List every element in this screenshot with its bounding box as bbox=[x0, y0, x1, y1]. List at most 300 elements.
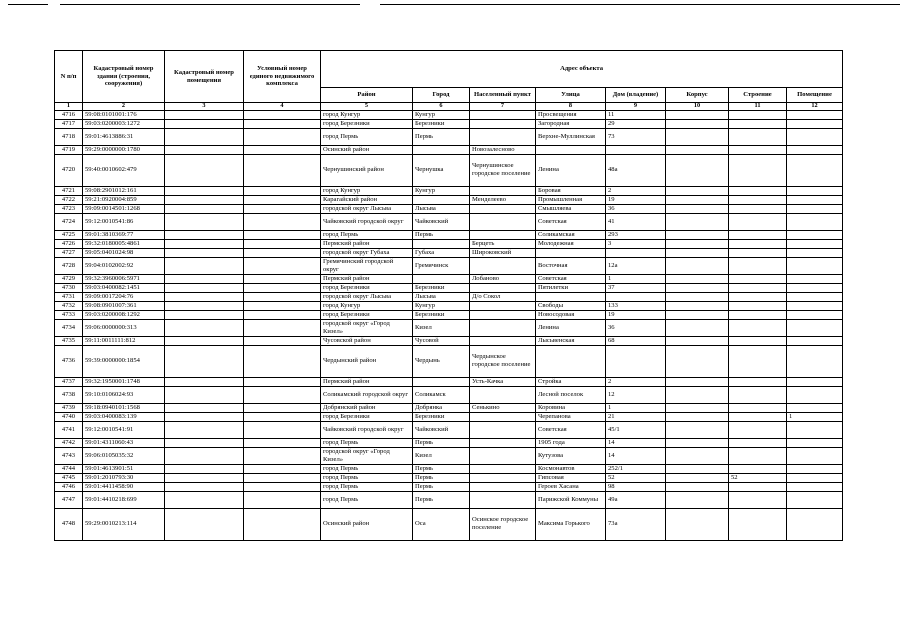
settlement-cell: Чернушинское городское поселение bbox=[470, 154, 536, 186]
district-cell: Чернушинский район bbox=[321, 154, 413, 186]
cadastral-building-cell: 59:05:0401024:98 bbox=[83, 248, 165, 257]
building-cell bbox=[666, 204, 729, 213]
table-row bbox=[55, 154, 843, 186]
house-cell bbox=[606, 292, 666, 301]
city-cell bbox=[413, 377, 470, 386]
street-cell: Пятилетки bbox=[536, 283, 606, 292]
cadastral-room-cell bbox=[165, 195, 244, 204]
table-row bbox=[55, 508, 843, 540]
district-cell: городской округ Губаха bbox=[321, 248, 413, 257]
building-cell bbox=[666, 186, 729, 195]
cadastral-building-cell: 59:03:0400083:139 bbox=[83, 412, 165, 421]
table-row bbox=[55, 345, 843, 377]
structure-cell bbox=[729, 283, 787, 292]
row-number: 4716 bbox=[55, 110, 83, 119]
street-cell: Новосодовая bbox=[536, 310, 606, 319]
conditional-number-cell bbox=[244, 239, 321, 248]
street-cell bbox=[536, 145, 606, 154]
table-row bbox=[55, 447, 843, 464]
street-cell: Ленина bbox=[536, 319, 606, 336]
room-cell bbox=[787, 345, 843, 377]
street-cell: Промышленная bbox=[536, 195, 606, 204]
structure-cell bbox=[729, 345, 787, 377]
structure-cell bbox=[729, 230, 787, 239]
table-row bbox=[55, 403, 843, 412]
district-cell: Пермский район bbox=[321, 239, 413, 248]
header-cadastral-building: Кадастровый номер здания (строения, сооружения) bbox=[83, 51, 165, 103]
column-number: 7 bbox=[470, 103, 536, 111]
cadastral-room-cell bbox=[165, 464, 244, 473]
structure-cell bbox=[729, 239, 787, 248]
header-conditional: Условный номер единого недвижимого комплекса bbox=[244, 51, 321, 103]
table-row bbox=[55, 257, 843, 274]
street-cell bbox=[536, 292, 606, 301]
building-cell bbox=[666, 482, 729, 491]
top-border-line bbox=[8, 4, 48, 5]
table-row bbox=[55, 377, 843, 386]
row-number: 4741 bbox=[55, 421, 83, 438]
settlement-cell: Лобаново bbox=[470, 274, 536, 283]
row-number: 4743 bbox=[55, 447, 83, 464]
street-cell: Свободы bbox=[536, 301, 606, 310]
cadastral-building-cell: 59:32:0180005:4861 bbox=[83, 239, 165, 248]
street-cell: Советская bbox=[536, 213, 606, 230]
district-cell: Пермский район bbox=[321, 274, 413, 283]
cadastral-room-cell bbox=[165, 438, 244, 447]
district-cell: город Кунгур bbox=[321, 186, 413, 195]
district-cell: Добрянский район bbox=[321, 403, 413, 412]
settlement-cell bbox=[470, 336, 536, 345]
settlement-cell bbox=[470, 319, 536, 336]
table-row bbox=[55, 248, 843, 257]
conditional-number-cell bbox=[244, 213, 321, 230]
row-number: 4736 bbox=[55, 345, 83, 377]
room-cell bbox=[787, 438, 843, 447]
table-row bbox=[55, 473, 843, 482]
table-row bbox=[55, 204, 843, 213]
cadastral-building-cell: 59:39:0000000:1854 bbox=[83, 345, 165, 377]
structure-cell bbox=[729, 491, 787, 508]
house-cell: 36 bbox=[606, 204, 666, 213]
district-cell: город Пермь bbox=[321, 230, 413, 239]
house-cell: 1 bbox=[606, 274, 666, 283]
city-cell: Березники bbox=[413, 283, 470, 292]
city-cell: Чайковский bbox=[413, 421, 470, 438]
table-row bbox=[55, 438, 843, 447]
conditional-number-cell bbox=[244, 195, 321, 204]
settlement-cell bbox=[470, 438, 536, 447]
structure-cell bbox=[729, 292, 787, 301]
table-row bbox=[55, 464, 843, 473]
district-cell: Соликамский городской округ bbox=[321, 386, 413, 403]
structure-cell bbox=[729, 310, 787, 319]
header-house: Дом (владение) bbox=[606, 88, 666, 103]
cadastral-building-cell: 59:11:0011111:812 bbox=[83, 336, 165, 345]
conditional-number-cell bbox=[244, 421, 321, 438]
column-number: 4 bbox=[244, 103, 321, 111]
conditional-number-cell bbox=[244, 336, 321, 345]
row-number: 4719 bbox=[55, 145, 83, 154]
house-cell: 19 bbox=[606, 310, 666, 319]
street-cell: Советская bbox=[536, 421, 606, 438]
house-cell: 45/1 bbox=[606, 421, 666, 438]
row-number: 4727 bbox=[55, 248, 83, 257]
room-cell bbox=[787, 186, 843, 195]
street-cell: Лысьвенская bbox=[536, 336, 606, 345]
cadastral-room-cell bbox=[165, 257, 244, 274]
room-cell bbox=[787, 473, 843, 482]
room-cell bbox=[787, 403, 843, 412]
house-cell: 11 bbox=[606, 110, 666, 119]
room-cell bbox=[787, 128, 843, 145]
city-cell bbox=[413, 195, 470, 204]
district-cell: город Березники bbox=[321, 283, 413, 292]
building-cell bbox=[666, 412, 729, 421]
room-cell: 1 bbox=[787, 412, 843, 421]
cadastral-building-cell: 59:06:0105035:32 bbox=[83, 447, 165, 464]
district-cell: городской округ Лысьва bbox=[321, 292, 413, 301]
house-cell: 68 bbox=[606, 336, 666, 345]
table-row bbox=[55, 310, 843, 319]
cadastral-room-cell bbox=[165, 310, 244, 319]
room-cell bbox=[787, 310, 843, 319]
street-cell: Парижской Коммуны bbox=[536, 491, 606, 508]
row-number: 4720 bbox=[55, 154, 83, 186]
cadastral-building-cell: 59:03:0400082:1451 bbox=[83, 283, 165, 292]
column-number: 6 bbox=[413, 103, 470, 111]
cadastral-room-cell bbox=[165, 239, 244, 248]
row-number: 4735 bbox=[55, 336, 83, 345]
row-number: 4746 bbox=[55, 482, 83, 491]
structure-cell bbox=[729, 438, 787, 447]
conditional-number-cell bbox=[244, 403, 321, 412]
house-cell: 29 bbox=[606, 119, 666, 128]
row-number: 4726 bbox=[55, 239, 83, 248]
cadastral-building-cell: 59:08:2901012:161 bbox=[83, 186, 165, 195]
city-cell: Кунгур bbox=[413, 110, 470, 119]
city-cell bbox=[413, 145, 470, 154]
conditional-number-cell bbox=[244, 464, 321, 473]
room-cell bbox=[787, 386, 843, 403]
cadastral-room-cell bbox=[165, 336, 244, 345]
room-cell bbox=[787, 491, 843, 508]
district-cell: Чайковский городской округ bbox=[321, 213, 413, 230]
room-cell bbox=[787, 274, 843, 283]
house-cell: 41 bbox=[606, 213, 666, 230]
cadastral-building-cell: 59:21:0920004:859 bbox=[83, 195, 165, 204]
building-cell bbox=[666, 310, 729, 319]
row-number: 4728 bbox=[55, 257, 83, 274]
street-cell bbox=[536, 248, 606, 257]
settlement-cell bbox=[470, 283, 536, 292]
cadastral-building-cell: 59:12:0010541:91 bbox=[83, 421, 165, 438]
building-cell bbox=[666, 491, 729, 508]
structure-cell bbox=[729, 128, 787, 145]
city-cell: Гремячинск bbox=[413, 257, 470, 274]
settlement-cell bbox=[470, 412, 536, 421]
district-cell: город Березники bbox=[321, 412, 413, 421]
cadastral-building-cell: 59:18:0940101:1568 bbox=[83, 403, 165, 412]
district-cell: Чайковский городской округ bbox=[321, 421, 413, 438]
conditional-number-cell bbox=[244, 319, 321, 336]
row-number: 4724 bbox=[55, 213, 83, 230]
header-num: N п/п bbox=[55, 51, 83, 103]
conditional-number-cell bbox=[244, 248, 321, 257]
building-cell bbox=[666, 195, 729, 204]
house-cell bbox=[606, 248, 666, 257]
room-cell bbox=[787, 292, 843, 301]
header-structure: Строение bbox=[729, 88, 787, 103]
cadastral-room-cell bbox=[165, 292, 244, 301]
house-cell: 2 bbox=[606, 377, 666, 386]
district-cell: Осинский район bbox=[321, 508, 413, 540]
building-cell bbox=[666, 119, 729, 128]
settlement-cell bbox=[470, 491, 536, 508]
settlement-cell bbox=[470, 386, 536, 403]
city-cell: Березники bbox=[413, 119, 470, 128]
structure-cell bbox=[729, 403, 787, 412]
settlement-cell bbox=[470, 110, 536, 119]
building-cell bbox=[666, 248, 729, 257]
street-cell: Молодежная bbox=[536, 239, 606, 248]
building-cell bbox=[666, 421, 729, 438]
conditional-number-cell bbox=[244, 345, 321, 377]
column-number: 2 bbox=[83, 103, 165, 111]
room-cell bbox=[787, 319, 843, 336]
cadastral-room-cell bbox=[165, 412, 244, 421]
settlement-cell bbox=[470, 186, 536, 195]
conditional-number-cell bbox=[244, 508, 321, 540]
city-cell: Чердынь bbox=[413, 345, 470, 377]
structure-cell bbox=[729, 213, 787, 230]
street-cell: Восточная bbox=[536, 257, 606, 274]
cadastral-room-cell bbox=[165, 508, 244, 540]
settlement-cell bbox=[470, 464, 536, 473]
building-cell bbox=[666, 473, 729, 482]
building-cell bbox=[666, 292, 729, 301]
row-number: 4732 bbox=[55, 301, 83, 310]
street-cell: Соликамская bbox=[536, 230, 606, 239]
building-cell bbox=[666, 447, 729, 464]
cadastral-room-cell bbox=[165, 345, 244, 377]
district-cell: Гремячинский городской округ bbox=[321, 257, 413, 274]
city-cell: Пермь bbox=[413, 482, 470, 491]
row-number: 4737 bbox=[55, 377, 83, 386]
structure-cell bbox=[729, 145, 787, 154]
cadastral-building-cell: 59:03:0200008:1292 bbox=[83, 310, 165, 319]
cadastral-building-cell: 59:01:2010793:30 bbox=[83, 473, 165, 482]
city-cell: Пермь bbox=[413, 491, 470, 508]
settlement-cell: Д/о Сокол bbox=[470, 292, 536, 301]
table-row bbox=[55, 336, 843, 345]
street-cell: Загородная bbox=[536, 119, 606, 128]
cadastral-building-cell: 59:09:0014501:1268 bbox=[83, 204, 165, 213]
street-cell: Максима Горького bbox=[536, 508, 606, 540]
building-cell bbox=[666, 110, 729, 119]
room-cell bbox=[787, 230, 843, 239]
conditional-number-cell bbox=[244, 438, 321, 447]
structure-cell bbox=[729, 186, 787, 195]
cadastral-room-cell bbox=[165, 145, 244, 154]
table-row bbox=[55, 421, 843, 438]
house-cell bbox=[606, 345, 666, 377]
district-cell: городской округ Лысьва bbox=[321, 204, 413, 213]
settlement-cell bbox=[470, 482, 536, 491]
column-number: 8 bbox=[536, 103, 606, 111]
street-cell bbox=[536, 345, 606, 377]
structure-cell bbox=[729, 447, 787, 464]
column-number-row bbox=[55, 103, 843, 111]
top-border-line bbox=[60, 4, 360, 5]
cadastral-room-cell bbox=[165, 447, 244, 464]
cadastral-room-cell bbox=[165, 128, 244, 145]
building-cell bbox=[666, 239, 729, 248]
cadastral-room-cell bbox=[165, 230, 244, 239]
city-cell: Березники bbox=[413, 412, 470, 421]
column-number: 1 bbox=[55, 103, 83, 111]
district-cell: город Пермь bbox=[321, 438, 413, 447]
building-cell bbox=[666, 128, 729, 145]
header-cadastral-room: Кадастровый номер помещения bbox=[165, 51, 244, 103]
table-row bbox=[55, 230, 843, 239]
row-number: 4744 bbox=[55, 464, 83, 473]
street-cell: Ленина bbox=[536, 154, 606, 186]
cadastral-building-cell: 59:01:4410218:699 bbox=[83, 491, 165, 508]
conditional-number-cell bbox=[244, 154, 321, 186]
room-cell bbox=[787, 377, 843, 386]
structure-cell bbox=[729, 482, 787, 491]
city-cell: Пермь bbox=[413, 438, 470, 447]
column-number: 9 bbox=[606, 103, 666, 111]
settlement-cell: Чердынское городское поселение bbox=[470, 345, 536, 377]
district-cell: город Пермь bbox=[321, 128, 413, 145]
cadastral-room-cell bbox=[165, 186, 244, 195]
street-cell: Верхне-Муллинская bbox=[536, 128, 606, 145]
room-cell bbox=[787, 336, 843, 345]
building-cell bbox=[666, 464, 729, 473]
settlement-cell: Широковский bbox=[470, 248, 536, 257]
building-cell bbox=[666, 230, 729, 239]
room-cell bbox=[787, 447, 843, 464]
cadastral-building-cell: 59:40:0010602:479 bbox=[83, 154, 165, 186]
room-cell bbox=[787, 508, 843, 540]
settlement-cell: Сенькино bbox=[470, 403, 536, 412]
row-number: 4738 bbox=[55, 386, 83, 403]
column-number: 12 bbox=[787, 103, 843, 111]
cadastral-building-cell: 59:32:3960006:5971 bbox=[83, 274, 165, 283]
settlement-cell bbox=[470, 301, 536, 310]
street-cell: Коровина bbox=[536, 403, 606, 412]
district-cell: Карагайский район bbox=[321, 195, 413, 204]
conditional-number-cell bbox=[244, 447, 321, 464]
table-row bbox=[55, 301, 843, 310]
cadastral-room-cell bbox=[165, 491, 244, 508]
structure-cell bbox=[729, 119, 787, 128]
cadastral-building-cell: 59:06:0000000:313 bbox=[83, 319, 165, 336]
cadastral-room-cell bbox=[165, 301, 244, 310]
cadastral-room-cell bbox=[165, 386, 244, 403]
conditional-number-cell bbox=[244, 301, 321, 310]
district-cell: город Пермь bbox=[321, 464, 413, 473]
building-cell bbox=[666, 438, 729, 447]
header-address: Адрес объекта bbox=[321, 51, 843, 88]
city-cell: Пермь bbox=[413, 230, 470, 239]
top-border-line bbox=[380, 4, 900, 5]
table-row bbox=[55, 128, 843, 145]
house-cell: 252/1 bbox=[606, 464, 666, 473]
cadastral-room-cell bbox=[165, 421, 244, 438]
conditional-number-cell bbox=[244, 230, 321, 239]
city-cell: Оса bbox=[413, 508, 470, 540]
row-number: 4745 bbox=[55, 473, 83, 482]
conditional-number-cell bbox=[244, 274, 321, 283]
city-cell: Чернушка bbox=[413, 154, 470, 186]
house-cell: 52 bbox=[606, 473, 666, 482]
cadastral-room-cell bbox=[165, 154, 244, 186]
street-cell: 1905 года bbox=[536, 438, 606, 447]
house-cell: 133 bbox=[606, 301, 666, 310]
district-cell: Осинский район bbox=[321, 145, 413, 154]
settlement-cell bbox=[470, 421, 536, 438]
registry-body bbox=[55, 110, 843, 540]
row-number: 4742 bbox=[55, 438, 83, 447]
row-number: 4725 bbox=[55, 230, 83, 239]
district-cell: Пермский район bbox=[321, 377, 413, 386]
structure-cell bbox=[729, 110, 787, 119]
room-cell bbox=[787, 119, 843, 128]
structure-cell bbox=[729, 336, 787, 345]
room-cell bbox=[787, 204, 843, 213]
building-cell bbox=[666, 386, 729, 403]
conditional-number-cell bbox=[244, 377, 321, 386]
conditional-number-cell bbox=[244, 186, 321, 195]
table-row bbox=[55, 213, 843, 230]
street-cell: Кутузова bbox=[536, 447, 606, 464]
building-cell bbox=[666, 336, 729, 345]
house-cell bbox=[606, 145, 666, 154]
row-number: 4734 bbox=[55, 319, 83, 336]
house-cell: 73а bbox=[606, 508, 666, 540]
cadastral-room-cell bbox=[165, 283, 244, 292]
structure-cell bbox=[729, 386, 787, 403]
structure-cell bbox=[729, 195, 787, 204]
structure-cell bbox=[729, 421, 787, 438]
settlement-cell: Берцеть bbox=[470, 239, 536, 248]
row-number: 4729 bbox=[55, 274, 83, 283]
city-cell: Пермь bbox=[413, 128, 470, 145]
structure-cell bbox=[729, 257, 787, 274]
table-row bbox=[55, 119, 843, 128]
column-number: 11 bbox=[729, 103, 787, 111]
house-cell: 3 bbox=[606, 239, 666, 248]
conditional-number-cell bbox=[244, 482, 321, 491]
row-number: 4731 bbox=[55, 292, 83, 301]
district-cell: город Кунгур bbox=[321, 301, 413, 310]
cadastral-room-cell bbox=[165, 248, 244, 257]
conditional-number-cell bbox=[244, 292, 321, 301]
cadastral-building-cell: 59:08:0101001:176 bbox=[83, 110, 165, 119]
street-cell: Просвещения bbox=[536, 110, 606, 119]
cadastral-building-cell: 59:29:0010213:114 bbox=[83, 508, 165, 540]
cadastral-building-cell: 59:01:4613886:31 bbox=[83, 128, 165, 145]
house-cell: 36 bbox=[606, 319, 666, 336]
district-cell: Чердынский район bbox=[321, 345, 413, 377]
street-cell: Лесной поселок bbox=[536, 386, 606, 403]
city-cell: Соликамск bbox=[413, 386, 470, 403]
house-cell: 14 bbox=[606, 438, 666, 447]
house-cell: 49а bbox=[606, 491, 666, 508]
house-cell: 21 bbox=[606, 412, 666, 421]
